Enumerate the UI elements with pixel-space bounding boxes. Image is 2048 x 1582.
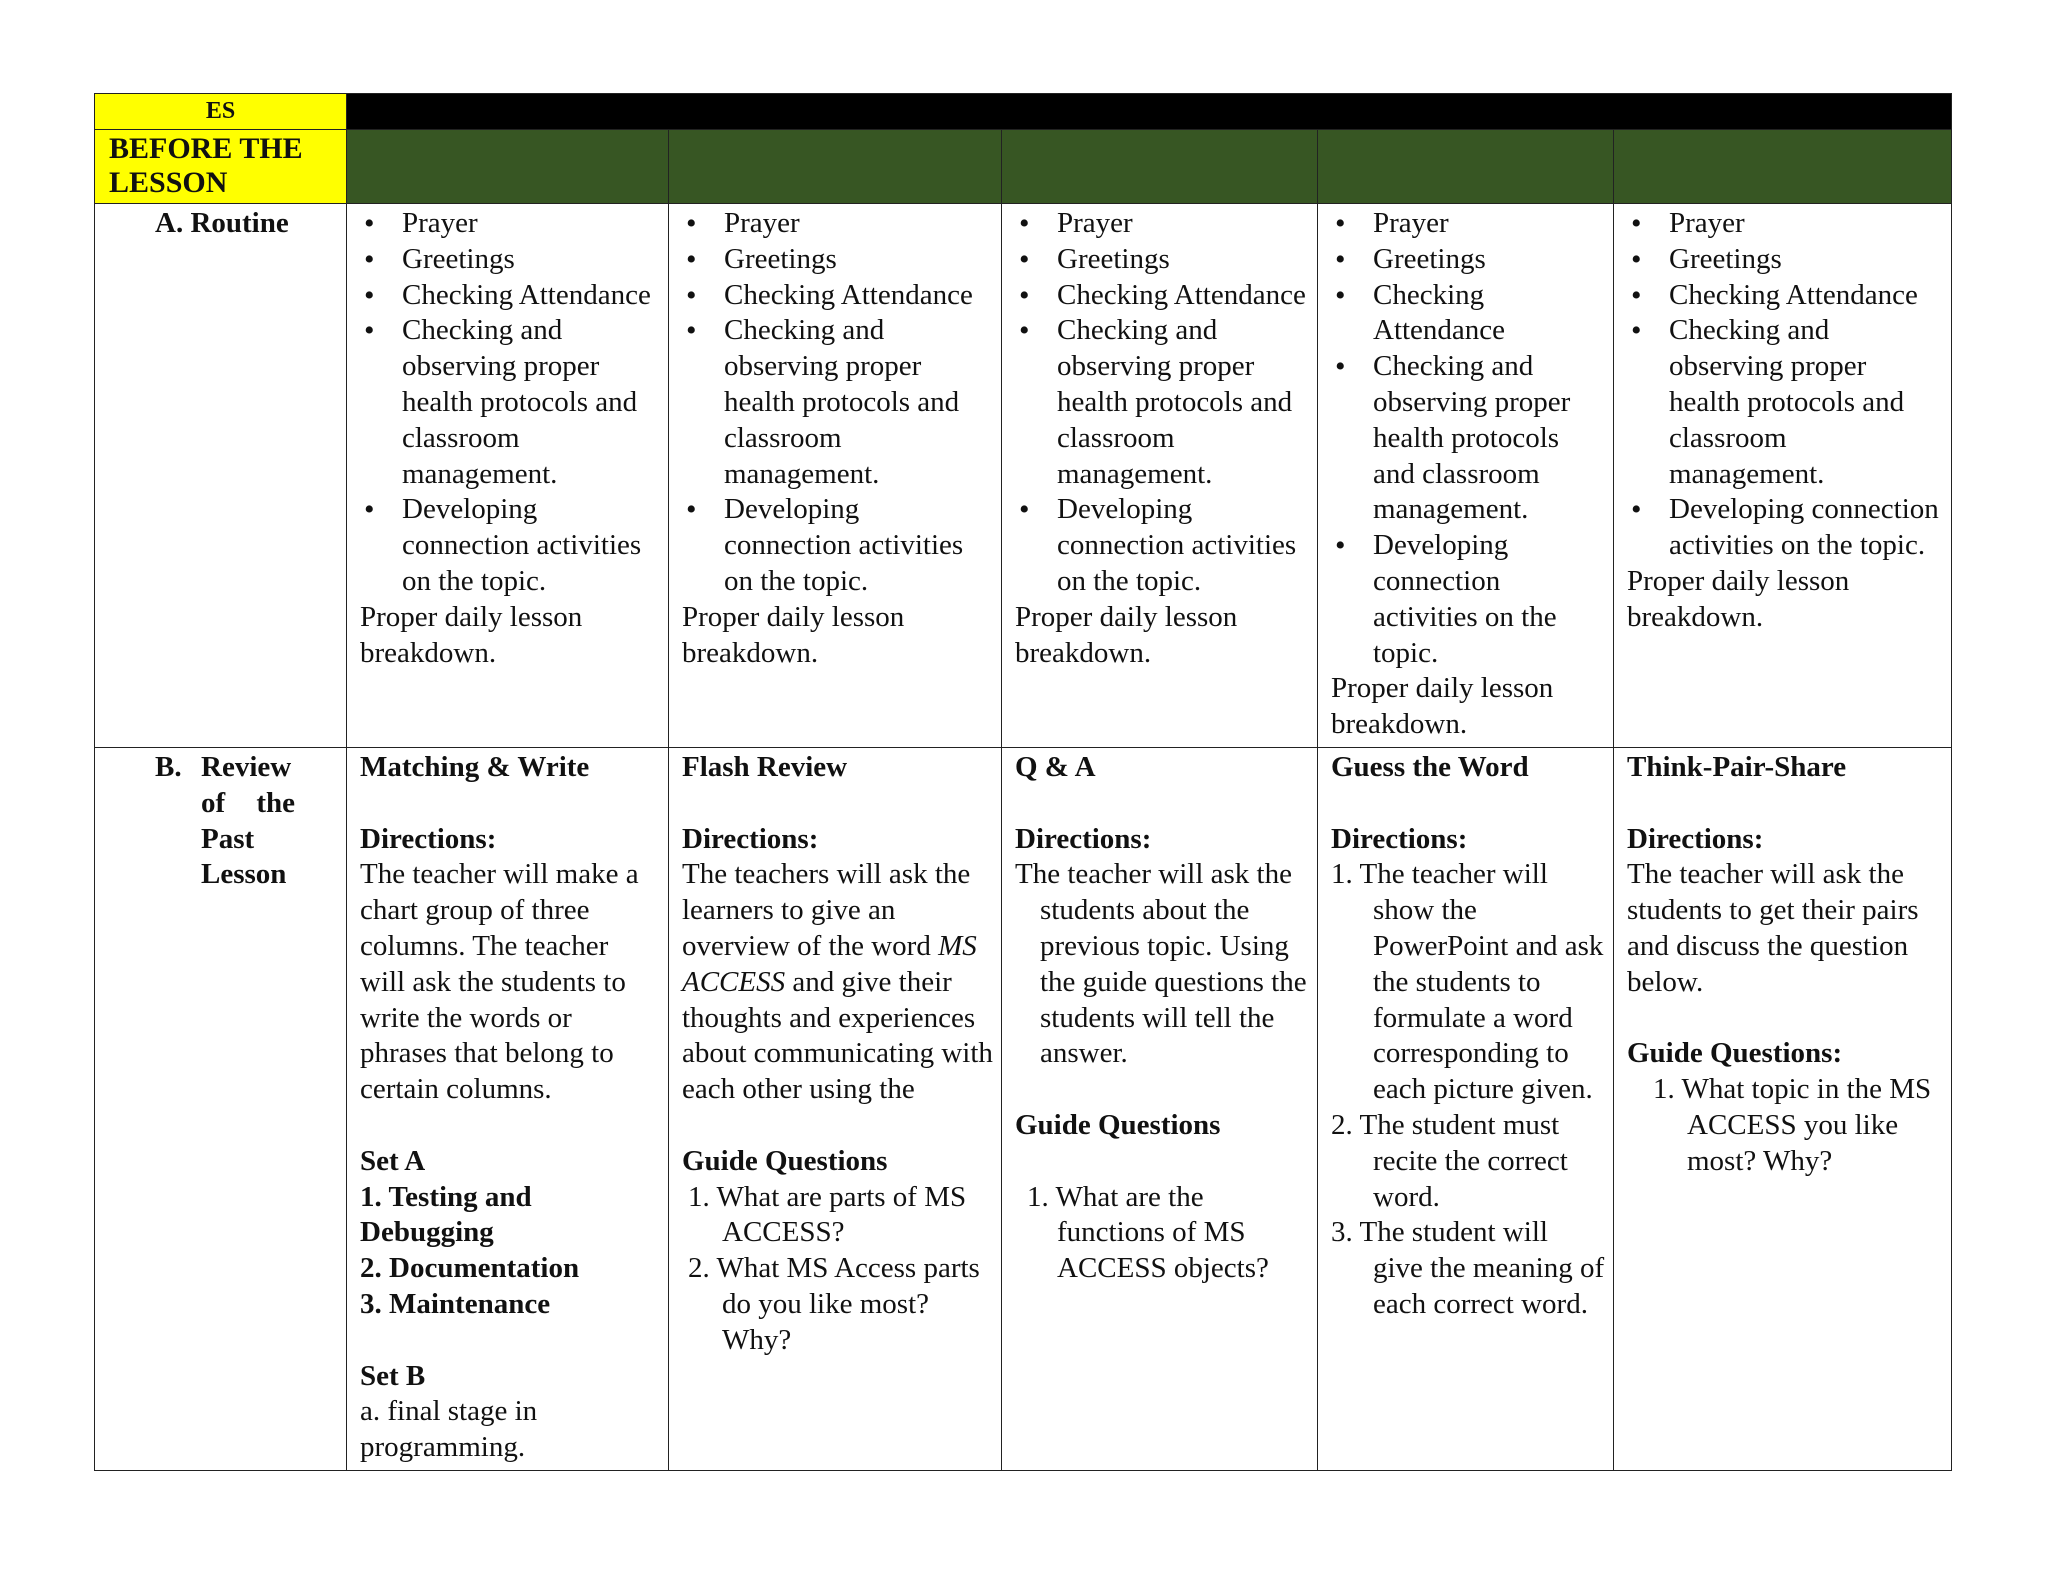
header-row-section bbox=[95, 130, 1952, 204]
list-item: • Developing connection activities on the topic. bbox=[1057, 492, 1309, 599]
review-cell-5 bbox=[1614, 747, 1952, 1470]
review-cell-4 bbox=[1318, 747, 1614, 1470]
review-row bbox=[95, 747, 1952, 1470]
activity-title-1: Matching & Write bbox=[360, 750, 590, 783]
list-item: • Prayer bbox=[724, 206, 993, 242]
list-item: • Prayer bbox=[1373, 206, 1605, 242]
header-black-bar bbox=[347, 94, 1952, 130]
routine-list-3 bbox=[1015, 206, 1309, 600]
activity-title-5: Think-Pair-Share bbox=[1627, 750, 1847, 783]
list-item: • Checking and observing proper health protocols and classroom management. bbox=[1669, 313, 1943, 492]
directions-text-2: The teachers will ask the learners to give an overview of the word MS ACCESS and give their thoughts and experiences about communicating with each other using the bbox=[682, 858, 993, 1106]
header-green-cell-3 bbox=[1002, 130, 1318, 204]
routine-cell-4 bbox=[1318, 204, 1614, 748]
routine-row bbox=[95, 204, 1952, 748]
review-label: Review of the Past Lesson bbox=[201, 750, 295, 891]
routine-list-4 bbox=[1331, 206, 1605, 671]
review-cell-3 bbox=[1002, 747, 1318, 1470]
activity-title-2: Flash Review bbox=[682, 750, 848, 783]
list-item: • Checking Attendance bbox=[724, 278, 993, 314]
guide-label-5: Guide Questions: bbox=[1627, 1037, 1843, 1070]
directions-label-3: Directions: bbox=[1015, 822, 1152, 855]
routine-list-5 bbox=[1627, 206, 1943, 564]
routine-footer-5: Proper daily lesson breakdown. bbox=[1627, 564, 1850, 633]
list-item: • Checking and observing proper health protocols and classroom management. bbox=[1373, 349, 1605, 528]
routine-label: A. Routine bbox=[95, 204, 347, 748]
directions-label-1: Directions: bbox=[360, 822, 497, 855]
directions-label-2: Directions: bbox=[682, 822, 819, 855]
guide-question: 2. What MS Access parts do you like most? Why? bbox=[688, 1252, 980, 1356]
section-title: BEFORE THE LESSON bbox=[95, 130, 347, 204]
step-item: 1. The teacher will show the PowerPoint and ask the students to formulate a word corresponding to each picture given. bbox=[1331, 858, 1604, 1106]
directions-label-5: Directions: bbox=[1627, 822, 1764, 855]
set-a-item: 1. Testing and Debugging bbox=[360, 1180, 532, 1249]
review-cell-1 bbox=[347, 747, 669, 1470]
set-b-item: a. final stage in programming. bbox=[360, 1395, 538, 1464]
list-item: • Checking Attendance bbox=[402, 278, 660, 314]
routine-footer-1: Proper daily lesson breakdown. bbox=[360, 600, 583, 669]
guide-label-2: Guide Questions bbox=[682, 1144, 888, 1177]
header-green-cell-1 bbox=[347, 130, 669, 204]
set-a-item: 2. Documentation bbox=[360, 1252, 580, 1285]
review-label-cell bbox=[95, 747, 347, 1470]
directions-text-5: The teacher will ask the students to get their pairs and discuss the question below. bbox=[1627, 858, 1919, 998]
list-item: • Greetings bbox=[402, 242, 660, 278]
list-item: • Greetings bbox=[1057, 242, 1309, 278]
list-item: • Checking and observing proper health protocols and classroom management. bbox=[402, 313, 660, 492]
set-a-label: Set A bbox=[360, 1144, 426, 1177]
list-item: • Greetings bbox=[724, 242, 993, 278]
routine-cell-5 bbox=[1614, 204, 1952, 748]
set-a-item: 3. Maintenance bbox=[360, 1287, 551, 1320]
activity-title-4: Guess the Word bbox=[1331, 750, 1529, 783]
review-letter: B. bbox=[155, 750, 182, 783]
routine-cell-3 bbox=[1002, 204, 1318, 748]
list-item: • Prayer bbox=[402, 206, 660, 242]
list-item: • Checking and observing proper health protocols and classroom management. bbox=[724, 313, 993, 492]
routine-cell-1 bbox=[347, 204, 669, 748]
list-item: • Greetings bbox=[1669, 242, 1943, 278]
header-green-cell-5 bbox=[1614, 130, 1952, 204]
step-item: 3. The student will give the meaning of each correct word. bbox=[1331, 1216, 1605, 1320]
guide-label-3: Guide Questions bbox=[1015, 1108, 1221, 1141]
directions-text-3: The teacher will ask the students about the previous topic. Using the guide questions the students will tell the answer. bbox=[1015, 858, 1307, 1070]
routine-footer-3: Proper daily lesson breakdown. bbox=[1015, 600, 1238, 669]
header-row-es bbox=[95, 94, 1952, 130]
list-item: • Checking and observing proper health protocols and classroom management. bbox=[1057, 313, 1309, 492]
routine-cell-2 bbox=[669, 204, 1002, 748]
directions-text-1: The teacher will make a chart group of three columns. The teacher will ask the students to write the words or phrases that belong to certain columns. bbox=[360, 858, 639, 1106]
step-item: 2. The student must recite the correct word. bbox=[1331, 1108, 1568, 1213]
set-b-label: Set B bbox=[360, 1359, 426, 1392]
list-item: • Prayer bbox=[1057, 206, 1309, 242]
list-item: • Prayer bbox=[1669, 206, 1943, 242]
routine-list-1 bbox=[360, 206, 660, 600]
lesson-plan-table bbox=[94, 93, 1952, 1471]
header-green-cell-2 bbox=[669, 130, 1002, 204]
review-cell-2 bbox=[669, 747, 1002, 1470]
list-item: • Developing connection activities on the topic. bbox=[402, 492, 660, 599]
list-item: • Developing connection activities on the topic. bbox=[1373, 528, 1605, 671]
directions-label-4: Directions: bbox=[1331, 822, 1468, 855]
list-item: • Checking Attendance bbox=[1373, 278, 1605, 350]
guide-question: 1. What topic in the MS ACCESS you like most? Why? bbox=[1653, 1073, 1932, 1177]
list-item: • Developing connection activities on the topic. bbox=[724, 492, 993, 599]
routine-footer-4: Proper daily lesson breakdown. bbox=[1331, 672, 1554, 741]
es-label: ES bbox=[95, 94, 347, 130]
list-item: • Developing connection activities on the topic. bbox=[1669, 492, 1943, 564]
activity-title-3: Q & A bbox=[1015, 750, 1096, 783]
list-item: • Greetings bbox=[1373, 242, 1605, 278]
routine-list-2 bbox=[682, 206, 993, 600]
header-green-cell-4 bbox=[1318, 130, 1614, 204]
guide-question: 1. What are parts of MS ACCESS? bbox=[688, 1180, 967, 1249]
guide-question: 1. What are the functions of MS ACCESS objects? bbox=[1027, 1180, 1269, 1285]
routine-footer-2: Proper daily lesson breakdown. bbox=[682, 600, 905, 669]
list-item: • Checking Attendance bbox=[1057, 278, 1309, 314]
list-item: • Checking Attendance bbox=[1669, 278, 1943, 314]
